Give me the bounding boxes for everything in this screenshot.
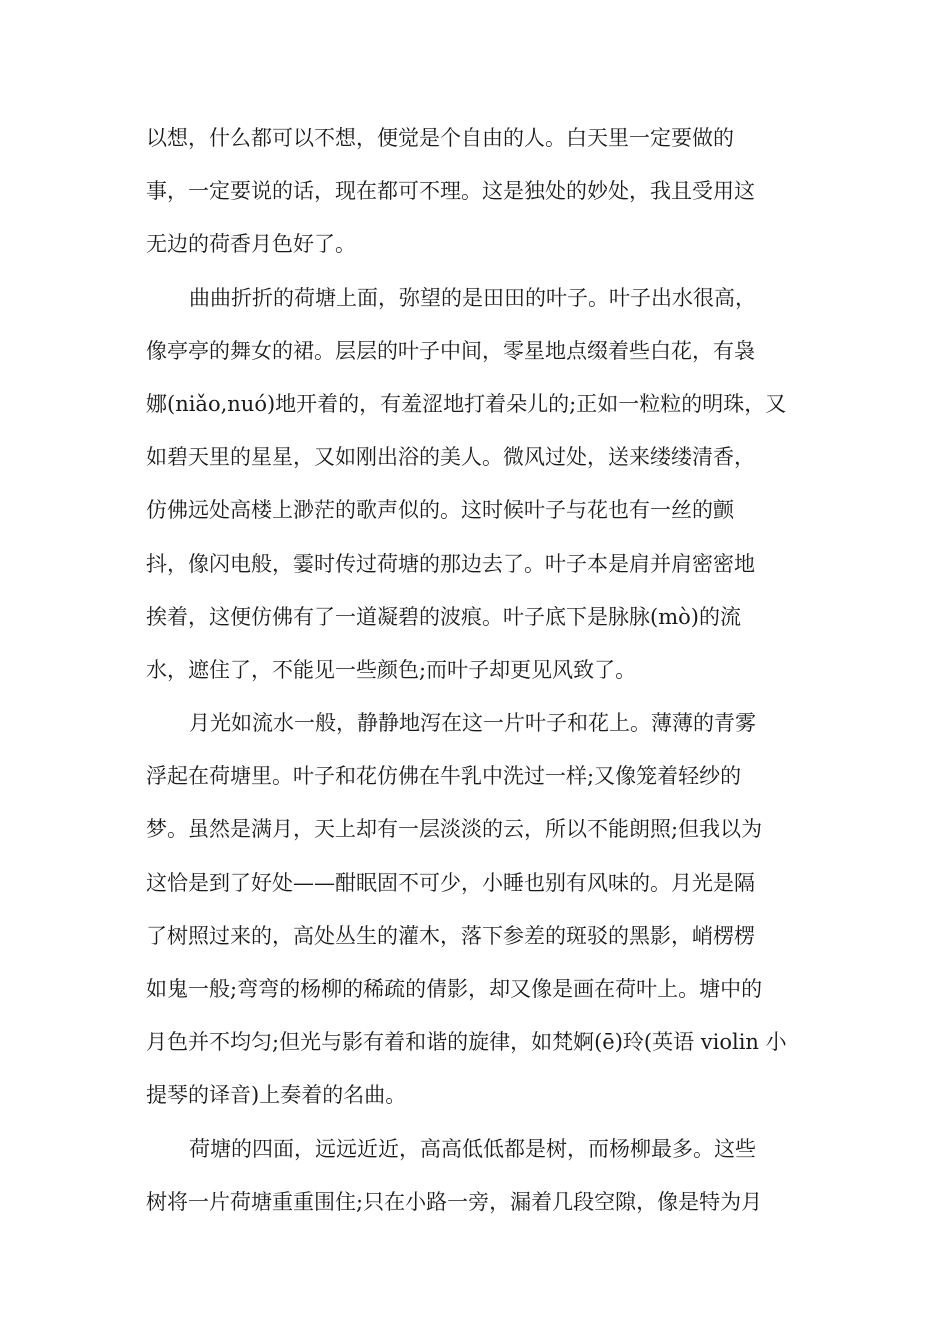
text-line: 月光如流水一般，静静地泻在这一片叶子和花上。薄薄的青雾	[189, 711, 756, 736]
text-line: 仿佛远处高楼上渺茫的歌声似的。这时候叶子与花也有一丝的颤	[146, 498, 734, 523]
text-line: 以想，什么都可以不想，便觉是个自由的人。白天里一定要做的	[146, 126, 734, 150]
text-line: 了树照过来的，高处丛生的灌木，落下参差的斑驳的黑影，峭楞楞	[146, 923, 755, 948]
document-body	[146, 112, 806, 1229]
text-line: 梦。虽然是满月，天上却有一层淡淡的云，所以不能朗照;但我以为	[146, 817, 763, 842]
text-line: 挨着，这便仿佛有了一道凝碧的波痕。叶子底下是脉脉(mò)的流	[146, 604, 741, 629]
text-line: 月色并不均匀;但光与影有着和谐的旋律，如梵婀(ē)玲(英语 violin 小	[146, 1030, 787, 1055]
paragraph-1	[146, 112, 806, 272]
text-line: 曲曲折折的荷塘上面，弥望的是田田的叶子。叶子出水很高，	[189, 285, 756, 310]
text-line: 无边的荷香月色好了。	[146, 232, 356, 257]
text-line: 荷塘的四面，远远近近，高高低低都是树，而杨柳最多。这些	[189, 1136, 756, 1161]
text-line: 浮起在荷塘里。叶子和花仿佛在牛乳中洗过一样;又像笼着轻纱的	[146, 764, 742, 789]
text-line: 像亭亭的舞女的裙。层层的叶子中间，零星地点缀着些白花，有袅	[146, 338, 755, 363]
text-line: 抖，像闪电般，霎时传过荷塘的那边去了。叶子本是肩并肩密密地	[146, 551, 755, 576]
text-line: 提琴的译音)上奏着的名曲。	[146, 1083, 407, 1108]
paragraph-2	[146, 272, 806, 698]
paragraph-3	[146, 697, 806, 1123]
text-line: 如鬼一般;弯弯的杨柳的稀疏的倩影，却又像是画在荷叶上。塘中的	[146, 977, 763, 1001]
paragraph-4	[146, 1123, 806, 1229]
text-line: 娜(niǎo,nuó)地开着的，有羞涩地打着朵儿的;正如一粒粒的明珠，又	[146, 391, 787, 416]
text-line: 树将一片荷塘重重围住;只在小路一旁，漏着几段空隙，像是特为月	[146, 1189, 763, 1214]
text-line: 这恰是到了好处——酣眠固不可少，小睡也别有风味的。月光是隔	[146, 870, 755, 895]
text-line: 水，遮住了，不能见一些颜色;而叶子却更见风致了。	[146, 657, 637, 682]
text-line: 事，一定要说的话，现在都可不理。这是独处的妙处，我且受用这	[146, 179, 755, 204]
text-line: 如碧天里的星星，又如刚出浴的美人。微风过处，送来缕缕清香，	[146, 445, 755, 470]
